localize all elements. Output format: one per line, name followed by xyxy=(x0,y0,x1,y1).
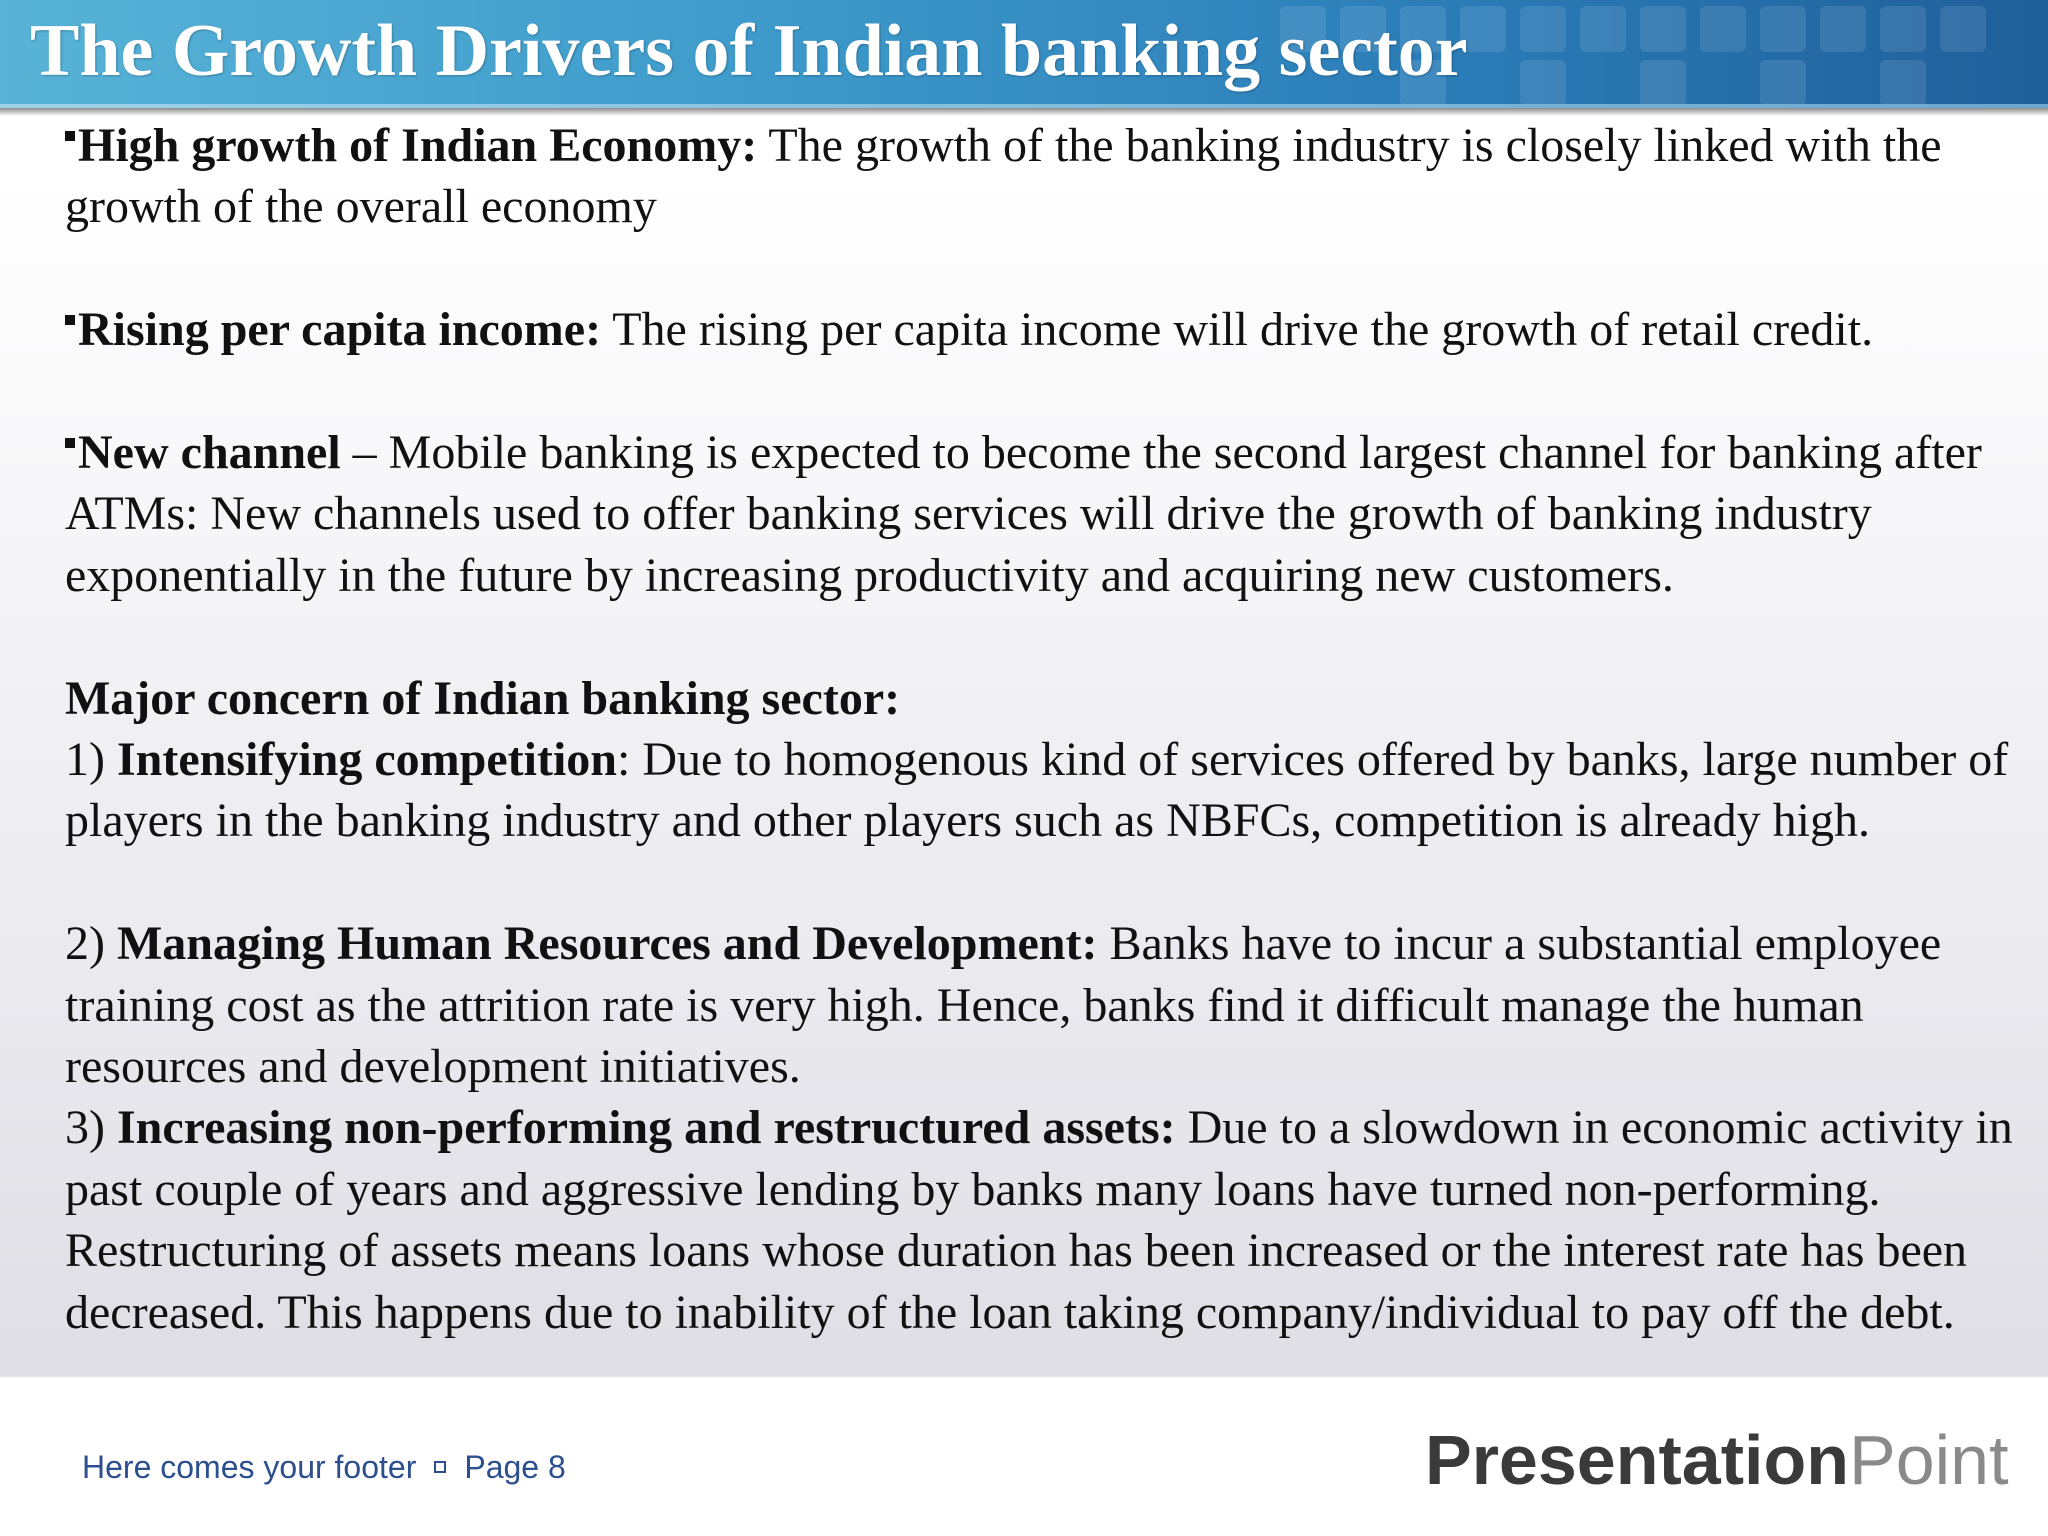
banner-decoration-tile xyxy=(1640,60,1686,106)
logo-bold-text: Presentation xyxy=(1425,1421,1849,1499)
driver-heading: Rising per capita income: xyxy=(78,303,602,357)
banner-decoration-tile xyxy=(1880,60,1926,106)
banner-decoration-tile xyxy=(1640,6,1686,52)
driver-paragraph xyxy=(65,115,2025,238)
driver-text: The growth of the banking industry is closely linked with the growth of the overall economy xyxy=(65,119,1942,234)
concern-text: Due to a slowdown in economic activity in past couple of years and aggressive lending by banks many loans have turned non-performing. Restructuring of assets means loans whose duration has been increased or the interest rate has been decreased. This happens due to inability of the loan taking company/individual to pay off the debt. xyxy=(65,1101,2013,1339)
slide-body xyxy=(65,115,2025,1343)
concern-text: : Due to homogenous kind of services offered by banks, large number of players in the banking industry and other players such as NBFCs, competition is already high. xyxy=(65,733,2009,848)
banner-decoration-tile xyxy=(1520,6,1566,52)
banner-decoration-tile xyxy=(1520,60,1566,106)
banner-decoration-tile xyxy=(1880,6,1926,52)
driver-text: – Mobile banking is expected to become the second largest channel for banking after ATMs: New channels used to offer banking services will drive the growth of banking industry exponentially in the future by increasing productivity and acquiring new customers. xyxy=(65,426,1982,602)
concern-paragraph xyxy=(65,1097,2025,1343)
square-bullet-icon xyxy=(65,131,75,141)
driver-heading: New channel xyxy=(78,426,341,479)
concern-text: Banks have to incur a substantial employee training cost as the attrition rate is very high. Hence, banks find it difficult manage the human resources and development initiatives. xyxy=(65,917,1942,1094)
concern-heading: Intensifying competition xyxy=(116,733,617,787)
square-separator-icon xyxy=(434,1461,446,1473)
slide-title: The Growth Drivers of Indian banking sector xyxy=(30,10,1468,92)
footer-text: Here comes your footer xyxy=(82,1449,417,1485)
concern-paragraph xyxy=(65,913,2025,1097)
page-number: Page 8 xyxy=(464,1449,566,1485)
driver-text: The rising per capita income will drive the growth of retail credit. xyxy=(601,303,1874,357)
banner-decoration-tile xyxy=(1700,6,1746,52)
banner-decoration-tile xyxy=(1940,6,1986,52)
driver-heading: High growth of Indian Economy: xyxy=(78,119,758,172)
concern-number: 3) xyxy=(65,1101,117,1155)
concerns-heading xyxy=(65,668,2025,729)
square-bullet-icon xyxy=(65,438,75,448)
banner-decoration-tile xyxy=(1760,60,1806,106)
title-banner xyxy=(0,0,2048,108)
concerns-heading-text: Major concern of Indian banking sector: xyxy=(65,671,901,725)
driver-paragraph xyxy=(65,299,2025,360)
square-bullet-icon xyxy=(65,315,75,325)
concern-number: 2) xyxy=(65,917,117,971)
logo-light-text: Point xyxy=(1849,1421,2009,1499)
slide-footer xyxy=(82,1447,566,1487)
concern-number: 1) xyxy=(65,733,117,787)
banner-decoration-tile xyxy=(1580,6,1626,52)
concern-heading: Increasing non-performing and restructured assets: xyxy=(116,1101,1176,1155)
banner-decoration-tile xyxy=(1760,6,1806,52)
concern-heading: Managing Human Resources and Development: xyxy=(116,917,1098,971)
concern-paragraph xyxy=(65,729,2025,852)
banner-decoration-tile xyxy=(1820,6,1866,52)
presentationpoint-logo xyxy=(1425,1420,2009,1500)
driver-paragraph xyxy=(65,422,2025,606)
